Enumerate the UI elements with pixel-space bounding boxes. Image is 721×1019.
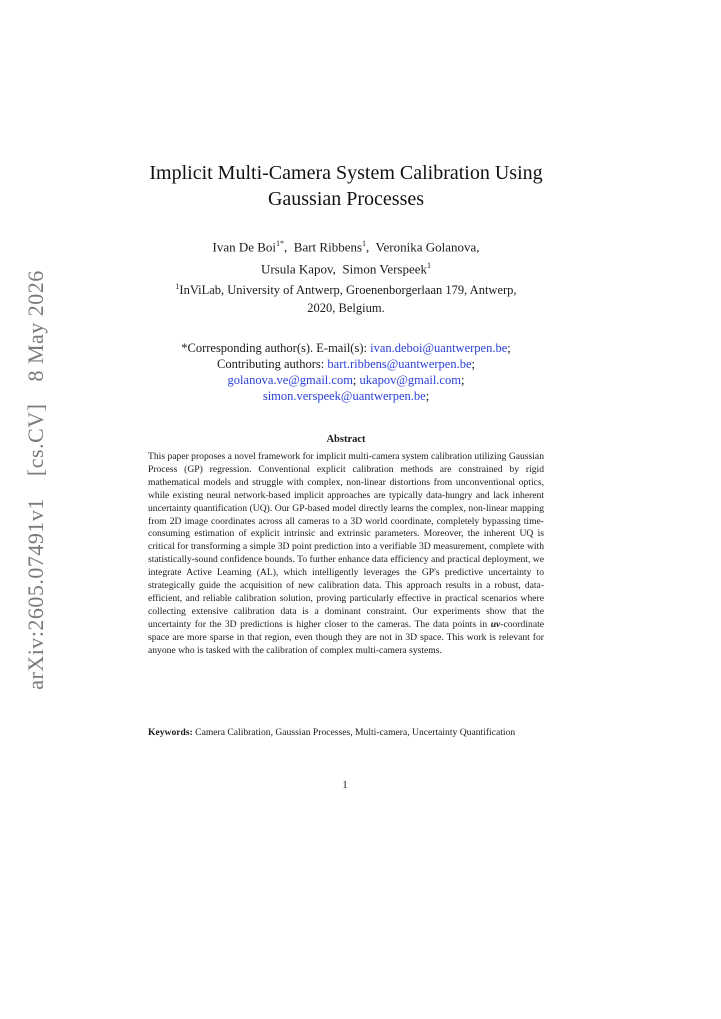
contributing-email-link[interactable]: golanova.ve@gmail.com <box>227 373 353 387</box>
page-number: 1 <box>342 779 348 791</box>
arxiv-date: 8 May 2026 <box>23 270 48 382</box>
author-affil-mark: 1 <box>427 261 432 271</box>
arxiv-category: [cs.CV] <box>23 403 48 477</box>
title-line-1: Implicit Multi-Camera System Calibration Using <box>149 162 543 184</box>
contributing-email-link[interactable]: ukapov@gmail.com <box>359 373 461 387</box>
contributing-label: Contributing authors: <box>216 357 325 371</box>
contributing-emails-line-3: simon.verspeek@uantwerpen.be; <box>262 389 430 403</box>
paper-title <box>120 160 572 212</box>
abstract-emphasis: uv <box>490 618 501 630</box>
abstract-text: This paper proposes a novel framework for implicit multi-camera system calibration utilizing Gaussian Process (GP) regression. Conventional explicit calibration methods are constrained by rigid mathematical models and struggle with complex, non-linear distortions from unconventional optics, while existing neural network-based implicit approaches are typically data-hungry and lack inherent uncertainty quantification (UQ). Our GP-based model directly learns the complex, non-linear mapping from 2D image coordinates across all cameras to a 3D world coordinate, completely bypassing time-consuming estimation of explicit intrinsic and extrinsic parameters. Moreover, the inherent UQ is critical for transforming a simple 3D point prediction into a verifiable 3D measurement, complete with statistically-sound confidence bounds. To further enhance data efficiency and practical deployment, we integrate Active Learning (AL), which intelligently leverages the GP's predictive uncertainty to strategically guide the acquisition of new calibration data. This approach results in a robust, data-efficient, and reliable calibration solution, proving particularly effective in practical scenarios where collecting extensive calibration data is a dominant constraint. Our experiments show that the uncertainty for the 3D predictions is higher closer to the cameras. The data points in uv-coordinate space are more sparse in that region, even though they are not in 3D space. This work is relevant for anyone who is tasked with the calibration of complex multi-camera systems. <box>148 451 544 656</box>
arxiv-id: arXiv:2605.07491v1 <box>23 498 48 690</box>
abstract-heading: Abstract <box>326 434 366 445</box>
correspondence-block <box>140 340 552 404</box>
author-name: Simon Verspeek <box>342 261 428 277</box>
affiliation-line-1: $^1$InViLab, University of Antwerp, Groenenborgerlaan 179, Antwerp, <box>175 282 517 298</box>
contributing-emails-line-2: golanova.ve@gmail.com; ukapov@gmail.com; <box>227 373 465 387</box>
corresponding-email-link[interactable]: ivan.deboi@uantwerpen.be <box>370 341 508 355</box>
author-line-2 <box>120 256 572 278</box>
author-line-1: Ivan De Boi$^{1*}$, Bart Ribbens$^1$, Veronika Golanova, <box>212 239 480 255</box>
title-line-2: Gaussian Processes <box>267 188 425 210</box>
author-affil-mark: 1* <box>276 239 285 248</box>
keywords-text: Camera Calibration, Gaussian Processes, Multi-camera, Uncertainty Quantification <box>195 727 516 738</box>
affiliation-line-2: 2020, Belgium. <box>307 301 385 316</box>
affiliation <box>140 278 552 317</box>
author-list <box>120 234 572 279</box>
author-name: Ursula Kapov, <box>260 261 336 277</box>
author-name: Bart Ribbens <box>293 239 363 255</box>
affiliation-mark: 1 <box>175 282 180 291</box>
contributing-authors-line: Contributing authors: bart.ribbens@uantwerpen.be; <box>216 357 475 371</box>
author-name: Veronika Golanova, <box>375 239 480 255</box>
corresponding-author-line: *Corresponding author(s). E-mail(s): ivan.deboi@uantwerpen.be; <box>181 341 511 355</box>
keywords-label: Keywords: <box>148 727 193 738</box>
contributing-email-link[interactable]: bart.ribbens@uantwerpen.be <box>327 357 472 371</box>
arxiv-identifier-stamp <box>23 262 49 698</box>
author-name: Ivan De Boi <box>212 239 277 255</box>
contributing-email-link[interactable]: simon.verspeek@uantwerpen.be <box>262 389 426 403</box>
author-affil-mark: 1 <box>362 239 367 248</box>
corresponding-label: *Corresponding author(s). E-mail(s): <box>181 341 367 355</box>
keywords <box>148 727 544 740</box>
